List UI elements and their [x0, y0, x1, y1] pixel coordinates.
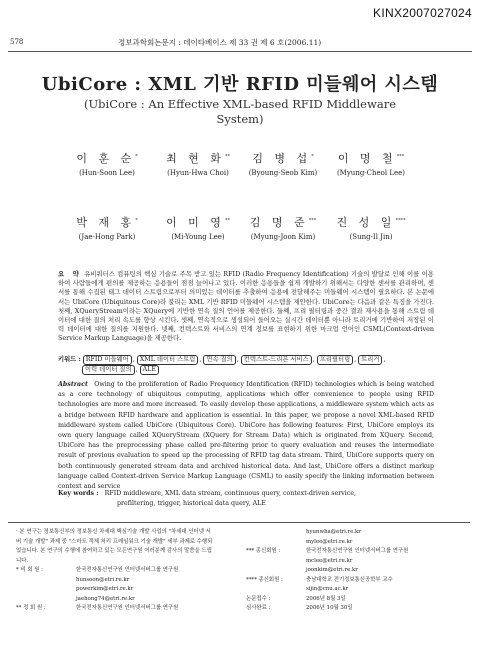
footnote-email: mclee@etri.re.kr	[306, 557, 353, 564]
author-name: 김 병 섭	[252, 152, 312, 165]
keywords-korean-lead: 키워드 :	[58, 356, 81, 363]
author-name-english: (Myung-Joon Kim)	[250, 233, 316, 241]
author-mark: **	[224, 217, 230, 224]
author-name: 이 미 영	[166, 216, 225, 229]
footnote-email: jaehong74@etri.re.kr	[76, 595, 135, 602]
footnote-email: powerkim@etri.re.kr	[76, 586, 134, 592]
abstract-korean	[58, 270, 434, 344]
keyword: 트리거	[358, 355, 382, 365]
author-name-english: (Myung-Cheol Lee)	[336, 169, 406, 177]
keyword: RFID 미들웨어	[83, 355, 132, 365]
footnote-email: joonkim@etri.re.kr	[306, 567, 358, 573]
document-id: KINX2007027024	[373, 6, 472, 20]
author-name-english: (Hun-Soon Lee)	[79, 169, 135, 177]
footnote-value: 2006년 10월 30일	[306, 605, 353, 611]
footnote-row	[246, 595, 466, 605]
author-name-english: (Mi-Young Lee)	[171, 233, 225, 241]
footnote-label: 논문접수 :	[246, 595, 271, 602]
author-mark: **	[224, 153, 230, 160]
footnote-label: **** 종신회원 :	[246, 576, 283, 583]
author-mark: *	[135, 217, 138, 224]
abstract-korean-lead: 요 약	[58, 270, 82, 278]
footnote-row	[246, 604, 466, 614]
author-name: 박 재 홍	[76, 216, 136, 229]
author-name: 진 성 일	[336, 216, 396, 229]
title-english-line2: System)	[216, 112, 264, 126]
author-mark: *	[311, 153, 314, 160]
author-mark: ***	[396, 153, 405, 160]
journal-header: 정보과학회논문지 : 데이타베이스 제 33 권 제 6 호(2006.11)	[118, 38, 322, 47]
footnotes-right	[246, 528, 466, 614]
keyword: 프리필터링	[317, 355, 353, 365]
footnote-email: mylee@etri.re.kr	[306, 538, 353, 545]
author-mark: ****	[395, 217, 406, 224]
footnote-row	[16, 566, 216, 576]
footnote-value: 한국전자통신연구원 인터넷서버그룹 연구원	[76, 567, 179, 573]
abstract-english-text: Owing to the proliferation of Radio Frequency Identification (RFID) technologies which is being watched as a core technology of ubiquitous computing, applications which offer convenience to people using RFID technologies are more and more increased. To easily develop these applications, a middleware system which acts as a bridge between RFID hardware and application is essential. In this paper, we propose a novel XML-based RFID middleware system called UbiCore (Ubiquitous Core). UbiCore has following features: First, UbiCore employs its own query language called XQueryStream (XQuery for Stream Data) which is originated from XQuery. Second, UbiCore has the preprocessing phase called pre-filtering prior to query evaluation and reuses the intermediate result of previous evaluation to speed up the processing of RFID tag data stream. Third, UbiCore supports query on both continuously generated stream data and archived historical data. And last, UbiCore offers a distinct markup language called Context-driven Service Markup Language (CSML) to easily specify the linking information between context and service	[58, 381, 434, 491]
footnote-label: * 비 회 원 :	[16, 567, 43, 573]
keyword: ALE	[140, 365, 159, 375]
footnote-funding: · 본 연구는 정보통신부의 정보통신 차세대 핵심기술 개발 사업의 "차세대 인터넷 서버 기술 개발" 과제 중 "스마트 객체 처리 프레임워크 기술 개발" 세부 과제로 수행되었습니다. 본 연구의 수행에 참여하고 있는 모든연구원 여러분께 감사의 말씀을 드립니다.	[16, 529, 213, 564]
abstract-english-lead: Abstract	[58, 381, 88, 388]
footnote-rule	[8, 522, 470, 523]
footnotes-left	[16, 528, 216, 614]
author-name: 김 명 준	[249, 216, 309, 229]
footnote-label: ** 정 회 원 :	[16, 605, 46, 611]
author-name-english: (Hyun-Hwa Choi)	[167, 169, 229, 177]
title-english-line1: (UbiCore : An Effective XML-based RFID Middleware	[83, 97, 396, 111]
author-mark: *	[135, 153, 138, 160]
footnote-row	[16, 604, 216, 614]
footnote-value: 충남대학교 전기정보통신공학부 교수	[306, 576, 393, 583]
footnote-row	[246, 576, 466, 586]
author-name: 이 명 철	[337, 152, 397, 165]
footnote-value: 한국전자통신연구원 인터넷서버그룹 연구원	[306, 548, 409, 554]
author-name-english: (Sung-Il Jin)	[349, 233, 393, 241]
keyword: 연속 질의	[203, 355, 235, 365]
keywords-english-line1: RFID middleware, XML data stream, continuous query, context-driven service,	[104, 490, 357, 497]
keywords-english-line2: prefiltering, trigger, historical data query, ALE	[117, 500, 266, 507]
keyword: XML 데이터 스트림	[137, 355, 199, 365]
keywords-english	[58, 489, 434, 509]
keyword: 컨텍스트-드리븐 서비스	[241, 355, 312, 365]
footnote-label: 심사완료 :	[246, 605, 271, 611]
footnote-value: 2006년 8월 3일	[306, 595, 346, 602]
title-korean: UbiCore : XML 기반 RFID 미들웨어 시스템	[41, 74, 439, 95]
author-mark: ***	[308, 217, 317, 224]
author	[316, 214, 426, 241]
footnote-row	[246, 547, 466, 557]
page-number: 578	[10, 38, 24, 46]
author-name-english: (Jae-Hong Park)	[78, 233, 136, 241]
keywords-korean: 키워드 : RFID 미들웨어 , XML 데이터 스트림 , 연속 질의 , 컨텍스트-드리븐 서비스 , 프리필터링 , 트리거 , 이력 데이터 질의 , ALE	[58, 356, 386, 373]
abstract-english	[58, 380, 434, 492]
footnote-email: hunsoon@etri.re.kr	[76, 576, 130, 583]
abstract-korean-text: 유비쿼터스 컴퓨팅의 핵심 기술로 주목 받고 있는 RFID (Radio Frequency Identification) 기술의 발달로 인해 이를 이용하여 사람들에게 편의를 제공하는 응용들이 점점 늘어나고 있다. 이러한 응용들을 쉽게 개발하기 위해서는 다양한 센서를 관리하며, 센서를 통해 수집된 태그 데이터 스트림으로부터 의미있는 데이터를 추출하여 응용에 전달해주는 미들웨어 시스템이 필요하다. 본 논문에서는 UbiCore (Ubiquitous Core)라 불리는 XML 기반 RFID 미들웨어 시스템을 제안한다. UbiCore는 다음과 같은 특징을 가진다. 첫째, XQueryStream이라는 XQuery에 기반한 연속 질의 언어를 제공한다. 둘째, 프리 필터링과 중간 결과 재사용을 통해 스트림 데이터에 대한 질의 처리 속도를 향상 시킨다. 셋째, 연속적으로 생성되어 들어오는 실시간 데이터뿐 아니라 트리거에 기반하여 저장된 이력 데이터에 대한 질의를 지원한다. 넷째, 컨텍스트와 서비스의 연계 정보를 표현하기 위한 마크업 언어인 CSML(Context-driven Service Markup Language)을 제공한다.	[58, 270, 434, 343]
author	[316, 150, 426, 177]
author-name-english: (Byoung-Seob Kim)	[248, 169, 318, 177]
keywords-english-lead: Key words :	[58, 490, 99, 497]
footnote-value: 한국전자통신연구원 인터넷서버그룹 연구원	[76, 605, 179, 611]
footnote-label: *** 종신회원 :	[246, 548, 281, 554]
author-name: 최 현 화	[166, 152, 225, 165]
header-rule	[8, 51, 472, 52]
keyword: 이력 데이터 질의	[82, 365, 135, 375]
author-name: 이 훈 순	[76, 152, 136, 165]
footnote-email: sijin@cnu.ac.kr	[306, 586, 349, 592]
footnote-email: hyunwha@etri.re.kr	[306, 529, 361, 535]
